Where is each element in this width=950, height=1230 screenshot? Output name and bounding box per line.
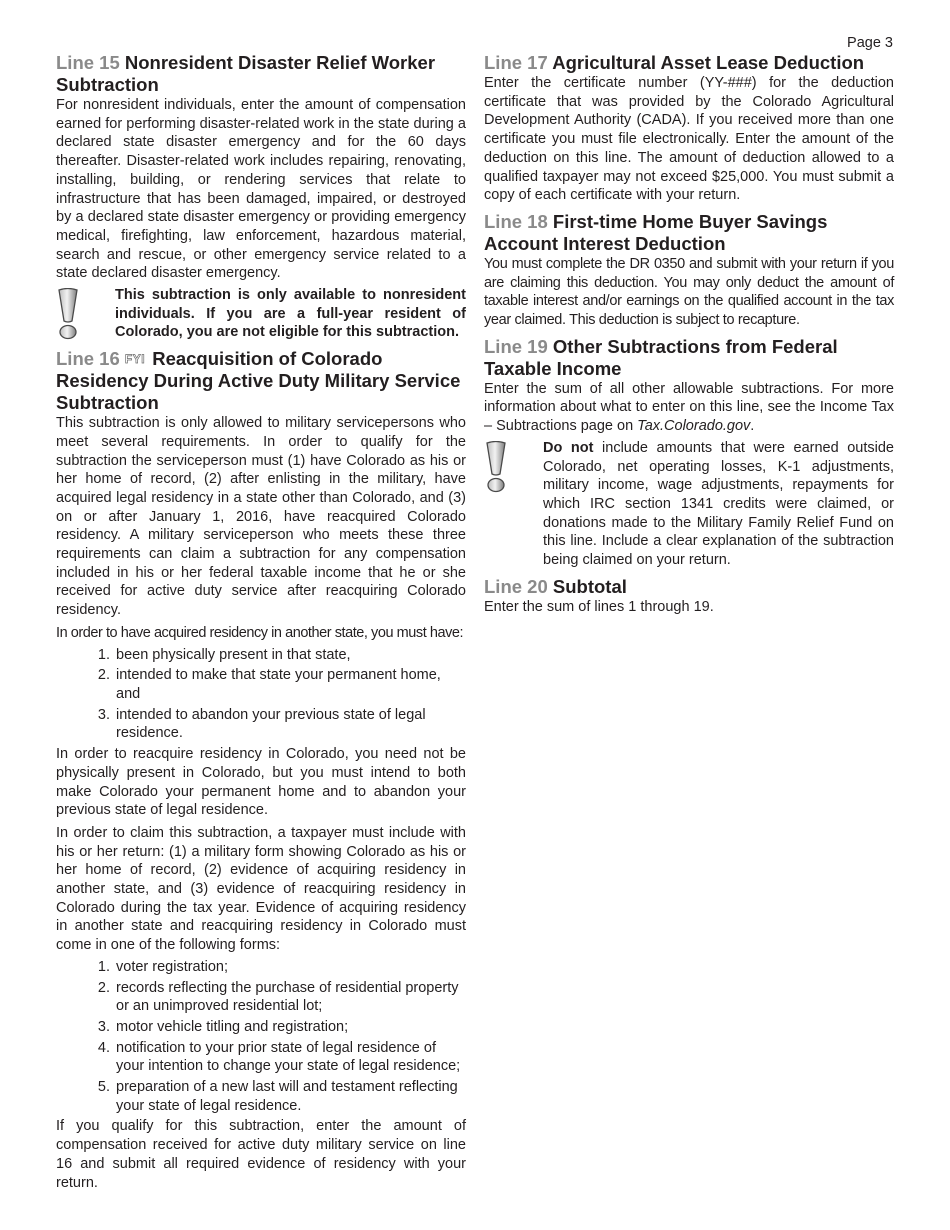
line-16-heading (56, 348, 466, 414)
right-column (484, 52, 894, 616)
page-number: Page 3 (847, 35, 893, 51)
exclamation-icon (56, 288, 80, 340)
exclamation-icon (484, 441, 508, 493)
line-title: Agricultural Asset Lease Deduction (552, 52, 865, 73)
line-16-text-3: In order to reacquire residency in Colorado, you need not be physically present in Colorado, but you must intend to both make Colorado your permanent home and to abandon your previous state of legal residence. (56, 746, 466, 819)
line-16-text-5: If you qualify for this subtraction, enter the amount of compensation received for active duty military service on line 16 and submit all required evidence of residency with your return. (56, 1118, 466, 1191)
line-17-heading (484, 52, 894, 74)
list-item: 3. motor vehicle titling and registration; (114, 1018, 466, 1037)
list-item: 1. been physically present in that state, (114, 646, 466, 665)
line-18-section (484, 211, 894, 330)
line-16-text-1: This subtraction is only allowed to military servicepersons who meet several requirements. In order to qualify for the subtraction the serviceperson must (1) have Colorado as his or her home of record, (2) after enlisting in the military, have acquired legal residency in a state other than Colorado, and (3) on or after January 1, 2016, have reacquired Colorado residency. A military serviceperson who meets these three requirements can claim a subtraction for any compensation included in his or her federal taxable income that he or she received for active duty service after reacquiring Colorado residency. (56, 415, 466, 619)
line-19-heading (484, 336, 894, 380)
line-18-text: You must complete the DR 0350 and submit with your return if you are claiming this deduction. You may only deduct the amount of taxable interest and/or earnings on the qualified account in the tax year claimed. This deduction is subject to recapture. (484, 255, 894, 329)
line-15-section (56, 52, 466, 342)
line-20-heading (484, 576, 894, 598)
line-number: Line 16 (56, 348, 120, 370)
line-19-text-body: Enter the sum of all other allowable subtractions. For more information about what to enter on this line, see the Income Tax – Subtractions page on (484, 380, 894, 435)
line-title: Nonresident Disaster Relief Worker Subtraction (56, 52, 436, 95)
line-number: Line 19 (484, 335, 548, 357)
line-20-text: Enter the sum of lines 1 through 19. (484, 598, 714, 615)
line-title: Reacquisition of Colorado Residency During Active Duty Military Service Subtraction (56, 348, 461, 414)
tax-colorado-link[interactable]: Tax.Colorado.gov (637, 418, 751, 435)
line-17-text: Enter the certificate number (YY-###) for the deduction certificate that was provided by the Colorado Agricultural Development Authority (CADA). If you received more than one certificate you must file electronically. Enter the amount of the deduction on this line. The amount of deduction allowed to a qualified taxpayer may not exceed $25,000. You must submit a copy of each certificate with your return. (484, 75, 894, 204)
list-item: 1. voter registration; (114, 958, 466, 977)
line-number: Line 15 (56, 52, 120, 73)
line-17-section (484, 52, 894, 205)
line-number: Line 20 (484, 575, 548, 597)
line-title: Subtotal (552, 575, 627, 597)
line-16-text-4: In order to claim this subtraction, a taxpayer must include with his or her return: (1) a military form showing Colorado as his or her home of record, (2) evidence of acquiring residency in another state, and (3) evidence of reacquiring residency in Colorado during the tax year. Evidence of acquiring residency in another state and reacquiring residency in Colorado must come in one of the following forms: (56, 824, 466, 954)
line-number: Line 18 (484, 210, 548, 232)
line-16-text-2: In order to have acquired residency in another state, you must have: (56, 624, 464, 641)
line-16-section (56, 348, 466, 1192)
fyi-icon: FYI (124, 352, 146, 367)
line-number: Line 17 (484, 52, 548, 73)
warning-text: This subtraction is only available to nonresident individuals. If you are a full-year resident of Colorado, you are not eligible for this subtraction. (115, 287, 466, 341)
line-title: Other Subtractions from Federal Taxable Income (484, 335, 838, 379)
line-15-warning (56, 286, 466, 342)
evidence-forms-list (56, 958, 466, 1116)
line-title: First-time Home Buyer Savings Account Interest Deduction (484, 210, 828, 254)
list-item: 4. notification to your prior state of legal residence of your intention to change your state of legal residence; (114, 1039, 466, 1076)
left-column (56, 52, 466, 1192)
line-19-warning (484, 439, 894, 570)
line-18-heading (484, 211, 894, 255)
warning-body: include amounts that were earned outside Colorado, net operating losses, K-1 adjustments, military income, wage adjustments, repayments for which IRC section 1341 credits were claimed, or donations made to the Military Family Relief Fund on this line. Include a clear explanation of the subtraction being claimed on your return. (543, 439, 894, 569)
line-20-section (484, 576, 894, 617)
line-15-text: For nonresident individuals, enter the amount of compensation earned for performing disaster-related work in the state during a declared state disaster emergency and for the 60 days thereafter. Disaster-related work includes repairing, renovating, installing, building, or rendering services that relate to infrastructure that has been damaged, impaired, or destroyed by a declared state disaster emergency or providing emergency medical, firefighting, law enforcement, hazardous material, search and rescue, or other emergency service related to a state declared disaster emergency. (56, 97, 466, 282)
line-15-heading (56, 52, 466, 96)
list-item: 3. intended to abandon your previous state of legal residence. (114, 706, 466, 743)
warning-text (543, 439, 894, 570)
line-19-text (484, 380, 894, 436)
residency-requirements-list (56, 646, 466, 744)
list-item: 2. records reflecting the purchase of residential property or an unimproved residential lot; (114, 979, 466, 1016)
line-19-section (484, 336, 894, 570)
period: . (750, 418, 755, 435)
warning-emphasis: Do not (543, 439, 594, 456)
list-item: 5. preparation of a new last will and testament reflecting your state of legal residence. (114, 1078, 466, 1115)
list-item: 2. intended to make that state your permanent home, and (114, 666, 466, 703)
